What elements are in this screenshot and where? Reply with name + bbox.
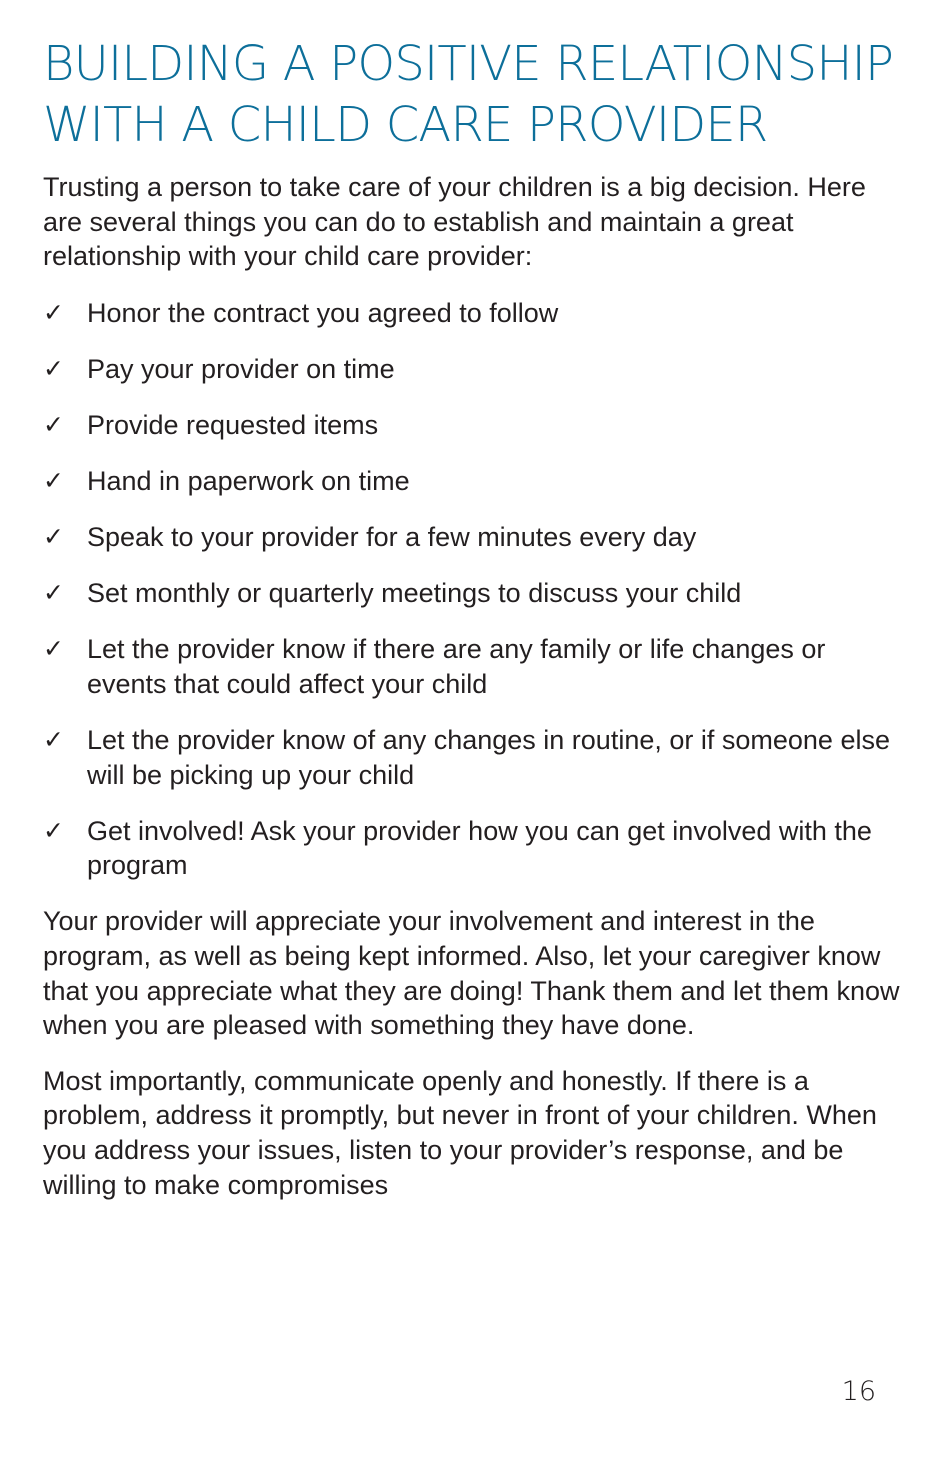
list-item-text: Set monthly or quarterly meetings to discuss your child	[87, 578, 742, 609]
check-mark-icon: ✓	[43, 353, 64, 383]
list-item	[43, 723, 903, 792]
list-item-text: Hand in paperwork on time	[87, 466, 410, 497]
list-item	[43, 814, 903, 883]
check-mark-icon: ✓	[43, 522, 64, 552]
appreciation-paragraph: Your provider will appreciate your involvement and interest in the program, as well as being kept informed. Also, let your caregiver know that you appreciate what they are doing! Thank them and let them know when you are pleased with something they have done.	[43, 906, 900, 1041]
list-item	[43, 464, 903, 499]
check-mark-icon: ✓	[43, 578, 64, 608]
check-mark-icon: ✓	[43, 297, 64, 327]
list-item	[43, 576, 903, 611]
list-item	[43, 352, 903, 387]
list-item-text: Honor the contract you agreed to follow	[87, 297, 559, 328]
document-page	[43, 34, 903, 1202]
list-item	[43, 408, 903, 443]
list-item-text: Speak to your provider for a few minutes every day	[87, 522, 697, 553]
list-item-text: Let the provider know of any changes in routine, or if someone else will be picking up your child	[87, 725, 890, 790]
check-mark-icon: ✓	[43, 466, 64, 496]
list-item	[43, 296, 903, 331]
list-item	[43, 520, 903, 555]
list-item-text: Let the provider know if there are any family or life changes or events that could affect your child	[87, 634, 826, 699]
communication-paragraph: Most importantly, communicate openly and honestly. If there is a problem, address it promptly, but never in front of your children. When you address your issues, listen to your provider’s response, and be willing to make compromises	[43, 1065, 877, 1200]
checklist	[43, 296, 903, 883]
check-mark-icon: ✓	[43, 409, 64, 439]
page-number: 16	[841, 1376, 876, 1407]
page-title: BUILDING A POSITIVE RELATIONSHIP WITH A CHILD CARE PROVIDER	[43, 36, 894, 153]
list-item-text: Get involved! Ask your provider how you can get involved with the program	[87, 815, 872, 881]
list-item-text: Pay your provider on time	[87, 353, 395, 384]
list-item-text: Provide requested items	[87, 409, 379, 440]
check-mark-icon: ✓	[43, 815, 64, 845]
intro-paragraph: Trusting a person to take care of your children is a big decision. Here are several things you can do to establish and maintain a great relationship with your child care provider:	[43, 172, 866, 272]
check-mark-icon: ✓	[43, 634, 64, 664]
check-mark-icon: ✓	[43, 725, 64, 755]
list-item	[43, 632, 903, 701]
